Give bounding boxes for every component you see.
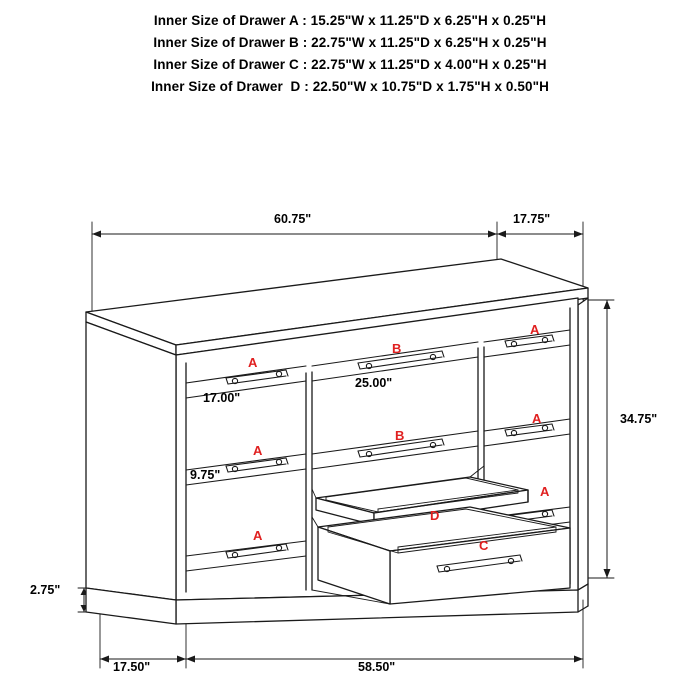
- dim-base-width: 58.50": [358, 660, 396, 674]
- spec-line-drawer-d: Inner Size of Drawer D : 22.50"W x 10.75"D x 1.75"H x 0.50"H: [151, 79, 549, 94]
- dim-total-height: 34.75": [620, 412, 658, 426]
- spec-line-drawer-c: Inner Size of Drawer C : 22.75"W x 11.25"D x 4.00"H x 0.25"H: [153, 57, 547, 72]
- drawer-letter: D: [430, 508, 440, 523]
- drawer-letter: A: [253, 528, 263, 543]
- spec-line-drawer-b: Inner Size of Drawer B : 22.75"W x 11.25"D x 6.25"H x 0.25"H: [153, 35, 547, 50]
- dim-top-width: 60.75": [274, 212, 312, 226]
- dim-base-depth: 17.50": [113, 660, 151, 674]
- drawer-letter: A: [540, 484, 550, 499]
- drawer-letter: C: [479, 538, 489, 553]
- dim-drawer-b-width: 25.00": [355, 376, 393, 390]
- spec-line-drawer-a: Inner Size of Drawer A : 15.25"W x 11.25"D x 6.25"H x 0.25"H: [153, 13, 547, 28]
- dim-drawer-a-width: 17.00": [203, 391, 241, 405]
- drawer-letter: B: [395, 428, 405, 443]
- drawer-letter: A: [248, 355, 258, 370]
- drawer-letter: B: [392, 341, 402, 356]
- dim-drawer-height: 9.75": [190, 468, 221, 482]
- drawer-letter: A: [532, 411, 542, 426]
- dim-base-height: 2.75": [30, 583, 61, 597]
- drawer-letter: A: [530, 322, 540, 337]
- drawer-letter: A: [253, 443, 263, 458]
- dim-top-depth: 17.75": [513, 212, 551, 226]
